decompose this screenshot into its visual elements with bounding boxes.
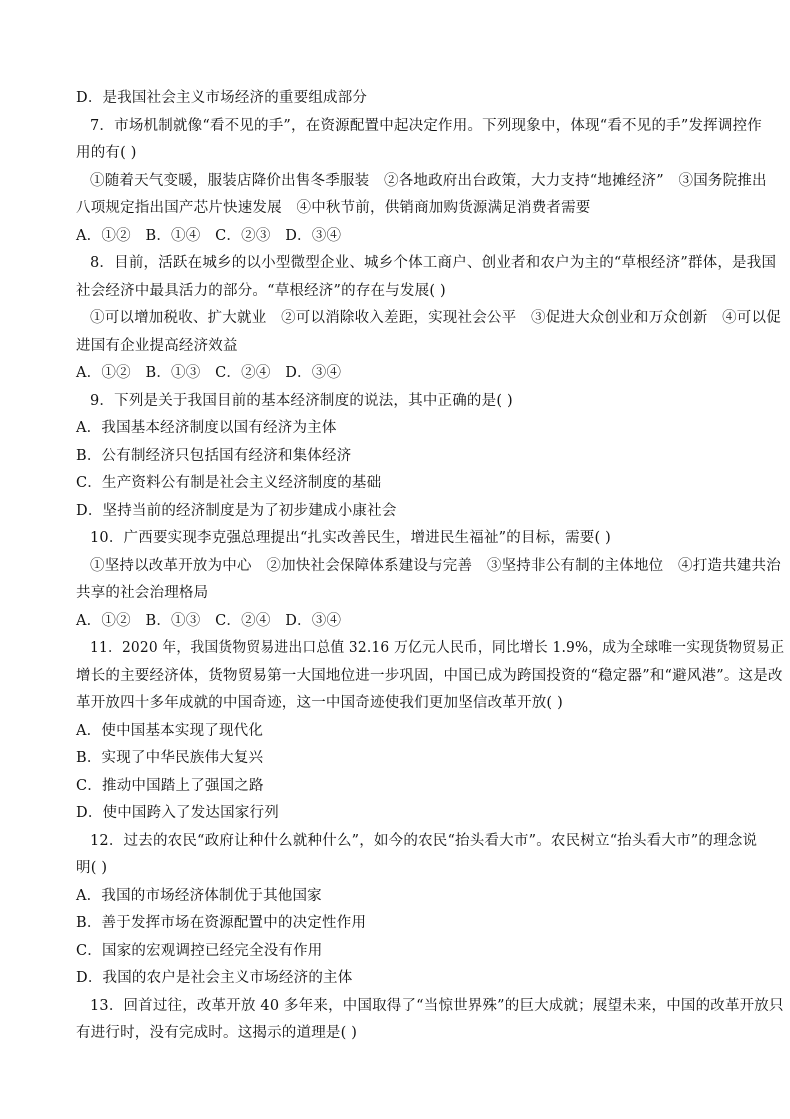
q12-option-d: D．我国的农户是社会主义市场经济的主体 — [76, 970, 353, 986]
q8-stem-cont: 社会经济中最具活力的部分。“草根经济”的存在与发展( ) — [76, 283, 446, 299]
q12-option-c: C．国家的宏观调控已经完全没有作用 — [76, 943, 323, 959]
q11-option-b: B．实现了中华民族伟大复兴 — [76, 750, 264, 766]
q10-items: ①坚持以改革开放为中心 ②加快社会保障体系建设与完善 ③坚持非公有制的主体地位 ④打造共建共治 — [90, 558, 781, 574]
q8-options: A．①② B．①③ C．②④ D．③④ — [76, 365, 342, 381]
q6-option-d: D．是我国社会主义市场经济的重要组成部分 — [76, 90, 368, 106]
q9-option-d: D．坚持当前的经济制度是为了初步建成小康社会 — [76, 503, 397, 519]
q7-stem: 7．市场机制就像“看不见的手”，在资源配置中起决定作用。下列现象中，体现“看不见的手”发挥调控作 — [90, 118, 762, 134]
q11-stem-cont-2: 革开放四十多年成就的中国奇迹，这一中国奇迹使我们更加坚信改革开放( ) — [76, 695, 563, 711]
q7-items: ①随着天气变暖，服装店降价出售冬季服装 ②各地政府出台政策，大力支持“地摊经济” ③国务院推出 — [90, 173, 767, 189]
q10-options: A．①② B．①③ C．②④ D．③④ — [76, 613, 342, 629]
q10-items-cont: 共享的社会治理格局 — [76, 585, 209, 601]
q7-items-cont: 八项规定指出国产芯片快速发展 ④中秋节前，供销商加购货源满足消费者需要 — [76, 200, 591, 216]
q9-option-b: B．公有制经济只包括国有经济和集体经济 — [76, 448, 352, 464]
q12-stem-cont: 明( ) — [76, 860, 108, 876]
q12-option-a: A．我国的市场经济体制优于其他国家 — [76, 888, 322, 904]
q12-option-b: B．善于发挥市场在资源配置中的决定性作用 — [76, 915, 367, 931]
q10-stem: 10．广西要实现李克强总理提出“扎实改善民生，增进民生福祉”的目标，需要( ) — [90, 530, 611, 546]
q8-items-cont: 进国有企业提高经济效益 — [76, 338, 238, 354]
q7-options: A．①② B．①④ C．②③ D．③④ — [76, 228, 342, 244]
q9-stem: 9．下列是关于我国目前的基本经济制度的说法，其中正确的是( ) — [90, 393, 513, 409]
q13-stem: 13．回首过往，改革开放 40 多年来，中国取得了“当惊世界殊”的巨大成就；展望未来，中国的改革开放只 — [90, 998, 784, 1014]
q9-option-a: A．我国基本经济制度以国有经济为主体 — [76, 420, 337, 436]
q9-option-c: C．生产资料公有制是社会主义经济制度的基础 — [76, 475, 382, 491]
q11-option-d: D．使中国跨入了发达国家行列 — [76, 805, 279, 821]
q11-option-c: C．推动中国踏上了强国之路 — [76, 778, 264, 794]
q11-stem: 11．2020 年，我国货物贸易进出口总值 32.16 万亿元人民币，同比增长 1.9%，成为全球唯一实现货物贸易正 — [90, 640, 785, 656]
q13-stem-cont: 有进行时，没有完成时。这揭示的道理是( ) — [76, 1025, 358, 1041]
q11-stem-cont-1: 增长的主要经济体，货物贸易第一大国地位进一步巩固，中国已成为跨国投资的“稳定器”和“避风港”。这是改 — [76, 668, 783, 684]
q8-stem: 8．目前，活跃在城乡的以小型微型企业、城乡个体工商户、创业者和农户为主的“草根经济”群体，是我国 — [90, 255, 777, 271]
q7-stem-cont: 用的有( ) — [76, 145, 137, 161]
q8-items: ①可以增加税收、扩大就业 ②可以消除收入差距，实现社会公平 ③促进大众创业和万众创新 ④可以促 — [90, 310, 781, 326]
q12-stem: 12．过去的农民“政府让种什么就种什么”，如今的农民“抬头看大市”。农民树立“抬头看大市”的理念说 — [90, 833, 758, 849]
q11-option-a: A．使中国基本实现了现代化 — [76, 723, 264, 739]
